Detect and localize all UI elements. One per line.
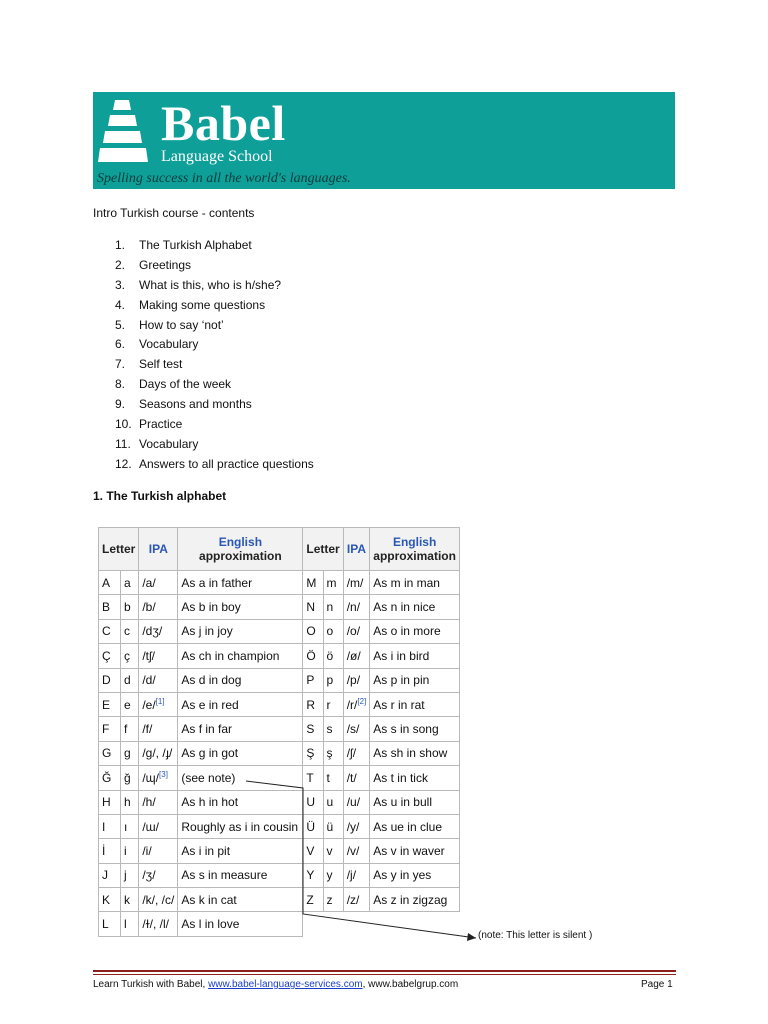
ipa-value-text: /p/ <box>346 673 361 688</box>
toc-label: Vocabulary <box>139 436 199 451</box>
ipa-value-text: /y/ <box>346 819 360 834</box>
ipa-value-text: /v/ <box>346 843 360 858</box>
lowercase-letter-text: y <box>326 868 333 883</box>
uppercase-letter-text: H <box>102 795 111 810</box>
toc-label: Greetings <box>139 257 192 272</box>
lowercase-letter-text: p <box>326 673 334 688</box>
english-approximation-text: As sh in show <box>373 746 448 761</box>
english-approximation-text: As r in rat <box>373 697 425 712</box>
english-approximation-text: As d in dog <box>181 673 242 688</box>
brand-subtitle: Language School <box>161 148 273 165</box>
section-heading: 1. The Turkish alphabet <box>93 489 227 503</box>
english-approximation-text: As h in hot <box>181 795 239 810</box>
ipa-value-text: /j/ <box>346 868 357 883</box>
uppercase-letter-text: B <box>102 600 111 615</box>
ipa-value-text: /ɫ/, /l/ <box>142 917 169 932</box>
lowercase-letter-text: b <box>123 600 131 615</box>
english-approximation-text: As u in bull <box>373 795 432 810</box>
uppercase-letter-text: L <box>102 917 109 932</box>
header-ipa: IPA <box>139 528 178 571</box>
lowercase-letter-text: j <box>123 868 127 883</box>
uppercase-letter-text: J <box>102 868 108 883</box>
uppercase-letter-text: V <box>306 843 315 858</box>
ipa-value-text: /a/ <box>142 575 156 590</box>
ipa-value-text: /g/, /ɟ/ <box>142 746 173 761</box>
lowercase-letter-text: k <box>123 892 130 907</box>
ipa-value-text: /i/ <box>142 843 152 858</box>
toc-number: 11. <box>115 436 131 451</box>
lowercase-letter-text: ö <box>326 648 334 663</box>
lowercase-letter-text: f <box>123 722 128 737</box>
ipa-value-text: /r/ <box>346 698 358 713</box>
ipa-value-text: /f/ <box>142 722 153 737</box>
uppercase-letter-text: O <box>306 624 316 639</box>
english-approximation-text: Roughly as i in cousin <box>181 819 299 834</box>
toc-label: Answers to all practice questions <box>139 456 314 471</box>
uppercase-letter-text: İ <box>102 843 106 858</box>
lowercase-letter-text: u <box>326 795 334 810</box>
lowercase-letter-text: ç <box>123 648 130 663</box>
toc-number: 10. <box>115 417 132 432</box>
footer-rule-thin <box>93 974 676 975</box>
lowercase-letter-text: e <box>123 697 131 712</box>
uppercase-letter-text: Ç <box>102 648 111 663</box>
uppercase-letter-text: T <box>306 770 314 785</box>
footer-rule <box>93 970 676 972</box>
ipa-value-text: /o/ <box>346 624 361 639</box>
lowercase-letter-text: ğ <box>123 770 131 785</box>
uppercase-letter-text: D <box>102 673 111 688</box>
english-approximation-text: As o in more <box>373 624 441 639</box>
uppercase-letter-text: S <box>306 722 315 737</box>
uppercase-letter-text: N <box>306 600 316 615</box>
toc-label: The Turkish Alphabet <box>139 238 252 252</box>
uppercase-letter-text: Ş <box>306 746 315 761</box>
brand-name: Babel <box>161 95 286 151</box>
english-approximation-text: As m in man <box>373 575 440 590</box>
english-approximation-text: As p in pin <box>373 673 430 688</box>
english-approximation-text: As i in pit <box>181 843 231 858</box>
footnote-ref[interactable]: [3] <box>159 770 168 780</box>
footnote-ref[interactable]: [1] <box>155 697 165 707</box>
toc-label: Seasons and months <box>139 397 252 412</box>
toc-label: Self test <box>139 357 183 372</box>
toc-number: 12. <box>115 456 132 471</box>
ipa-value-text: /h/ <box>142 795 156 810</box>
toc-number: 6. <box>115 337 126 352</box>
ipa-value-text: /t/ <box>346 770 357 785</box>
toc-number: 1. <box>115 238 126 252</box>
uppercase-letter-text: P <box>306 673 315 688</box>
toc-label: Making some questions <box>139 297 266 312</box>
header-english-2-line2: approximation <box>373 549 456 563</box>
toc-label: Practice <box>139 417 183 432</box>
uppercase-letter-text: R <box>306 697 316 712</box>
english-approximation-text: As n in nice <box>373 600 436 615</box>
ipa-value-text: /u/ <box>346 795 361 810</box>
ipa-value-text: /ʒ/ <box>142 868 156 883</box>
uppercase-letter-text: Z <box>306 892 314 907</box>
header-ipa-2: IPA <box>343 528 370 571</box>
english-approximation-text: As i in bird <box>373 648 430 663</box>
uppercase-letter-text: M <box>306 575 317 590</box>
uppercase-letter-text: Ğ <box>102 770 112 785</box>
toc-number: 4. <box>115 297 126 312</box>
ipa-value-text: /z/ <box>346 892 360 907</box>
english-approximation-text: As e in red <box>181 697 239 712</box>
header-english-line1: English <box>218 535 263 549</box>
uppercase-letter-text: Ü <box>306 819 316 834</box>
lowercase-letter-text: t <box>326 770 330 785</box>
uppercase-letter-text: E <box>102 697 111 712</box>
page-number: Page 1 <box>641 979 673 990</box>
ipa-value-text: /b/ <box>142 600 156 615</box>
english-approximation-text: As ue in clue <box>373 819 442 834</box>
english-approximation-text: As j in joy <box>181 624 233 639</box>
english-approximation-text: As k in cat <box>181 892 237 907</box>
lowercase-letter-text: ü <box>326 819 334 834</box>
document-title: Intro Turkish course - contents <box>93 206 255 220</box>
lowercase-letter-text: ı <box>123 819 128 834</box>
uppercase-letter-text: A <box>102 575 111 590</box>
english-approximation-text: As a in father <box>181 575 253 590</box>
english-approximation-text: As y in yes <box>373 868 432 883</box>
lowercase-letter-text: d <box>123 673 131 688</box>
toc-number: 5. <box>115 317 126 332</box>
english-approximation-text: As s in measure <box>181 868 268 883</box>
callout-note: (note: This letter is silent ) <box>478 930 593 941</box>
tagline: Spelling success in all the world's languages. <box>97 171 351 186</box>
uppercase-letter-text: I <box>102 819 106 834</box>
ipa-value-text: /k/, /c/ <box>142 892 175 907</box>
ipa-value-text: /n/ <box>346 600 361 615</box>
header-letter-2: Letter <box>303 528 343 571</box>
english-approximation-text: As v in waver <box>373 843 445 858</box>
ipa-value-text: /ɰ/ <box>142 771 160 786</box>
toc-number: 8. <box>115 377 126 392</box>
lowercase-letter-text: z <box>326 892 333 907</box>
english-approximation-text: As l in love <box>181 917 240 932</box>
english-approximation-text: As f in far <box>181 722 233 737</box>
toc-number: 7. <box>115 357 126 372</box>
ipa-value-text: /m/ <box>346 575 364 590</box>
uppercase-letter-text: Y <box>306 868 315 883</box>
english-approximation-text: As s in song <box>373 722 439 737</box>
toc-number: 3. <box>115 277 126 292</box>
english-approximation-text: As t in tick <box>373 770 428 785</box>
toc-label: Vocabulary <box>139 337 199 352</box>
lowercase-letter-text: c <box>123 624 130 639</box>
ipa-value-text: /ø/ <box>346 648 361 663</box>
uppercase-letter-text: F <box>102 722 110 737</box>
english-approximation-text: As ch in champion <box>181 648 280 663</box>
header-letter: Letter <box>99 528 139 571</box>
footer-link[interactable]: www.babel-language-services.com <box>208 979 363 990</box>
lowercase-letter-text: s <box>326 722 333 737</box>
lowercase-letter-text: r <box>326 697 331 712</box>
toc-number: 2. <box>115 257 126 272</box>
header-english-line2: approximation <box>199 549 282 563</box>
lowercase-letter-text: ş <box>326 746 333 761</box>
toc-label: What is this, who is h/she? <box>139 277 282 292</box>
lowercase-letter-text: a <box>123 575 131 590</box>
uppercase-letter-text: K <box>102 892 111 907</box>
english-approximation-text: (see note) <box>181 770 236 785</box>
footer-text <box>93 979 458 990</box>
toc-number: 9. <box>115 397 126 412</box>
uppercase-letter-text: G <box>102 746 112 761</box>
uppercase-letter-text: Ö <box>306 648 316 663</box>
lowercase-letter-text: h <box>123 795 131 810</box>
ipa-value-text: /ɯ/ <box>142 819 160 834</box>
ipa-value-text: /dʒ/ <box>142 624 163 639</box>
footer-prefix: Learn Turkish with Babel, <box>93 979 209 990</box>
english-approximation-text: As b in boy <box>181 600 241 615</box>
ipa-value-text: /e/ <box>142 698 156 713</box>
lowercase-letter-text: i <box>123 843 127 858</box>
lowercase-letter-text: g <box>123 746 131 761</box>
ipa-value-text: /tʃ/ <box>142 648 156 663</box>
uppercase-letter-text: C <box>102 624 111 639</box>
toc-label: Days of the week <box>139 377 232 392</box>
lowercase-letter-text: o <box>326 624 334 639</box>
header-english-2-line1: English <box>392 535 437 549</box>
footer-suffix: , www.babelgrup.com <box>362 979 459 990</box>
ipa-value-text: /d/ <box>142 673 156 688</box>
footnote-ref[interactable]: [2] <box>357 697 367 707</box>
english-approximation-text: As z in zigzag <box>373 892 448 907</box>
lowercase-letter-text: m <box>326 575 337 590</box>
toc-label: How to say ‘not’ <box>139 317 224 332</box>
ipa-value-text: /ʃ/ <box>346 746 357 761</box>
lowercase-letter-text: n <box>326 600 334 615</box>
lowercase-letter-text: v <box>326 843 333 858</box>
uppercase-letter-text: U <box>306 795 316 810</box>
english-approximation-text: As g in got <box>181 746 239 761</box>
ipa-value-text: /s/ <box>346 722 360 737</box>
lowercase-letter-text: l <box>123 917 127 932</box>
